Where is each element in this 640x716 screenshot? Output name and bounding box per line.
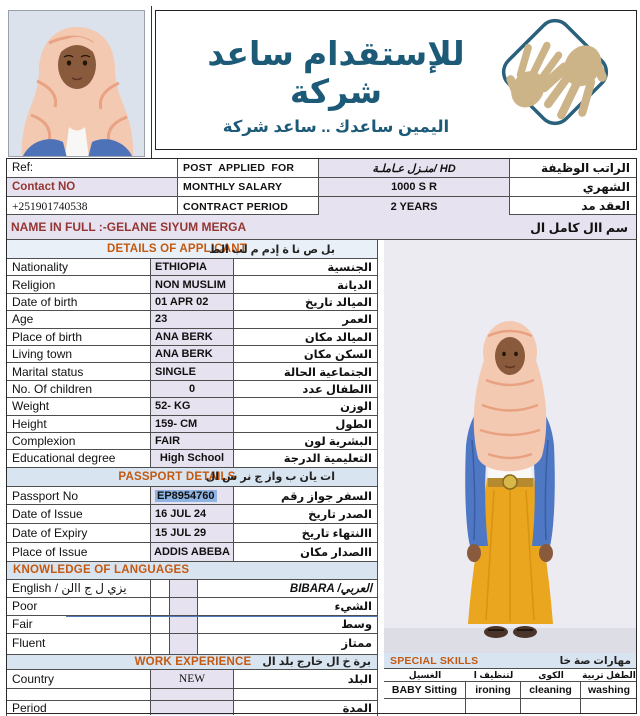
table-row [7,634,377,654]
detail-arabic: التعليمية الدرجة [283,453,372,466]
detail-label: Height [7,416,151,432]
language-arabic: ممتاز [341,637,372,650]
contract-period-arabic: العقد مد [581,198,630,213]
special-skills-title-arabic: مهارات صة خا [559,654,631,667]
detail-value: High School [151,450,234,466]
passport-value: 15 JUL 29 [151,524,234,542]
table-row [7,381,377,398]
details-section-header [7,240,377,259]
work-experience-section-header [7,654,377,670]
detail-arabic: الميالد مكان [304,331,372,344]
language-check-cell [170,598,198,615]
language-label: Fair [7,616,151,633]
passport-label: Passport No [7,487,151,505]
detail-arabic: الجنسية [327,262,372,275]
contact-no-label: Contact NO [7,178,178,196]
skill-cell [466,699,521,713]
skill-column: ironing [466,682,521,698]
skills-empty-row [384,699,637,714]
table-row [7,505,377,524]
table-row [7,433,377,450]
language-arabic: BIBARA /العربي [289,583,372,596]
company-title: للإستقدام ساعد شركة [207,35,465,110]
details-title-arabic: بل ص نا ة إدم م لب الط [209,243,335,256]
company-tagline: اليمين ساعدك .. ساعد شركة [222,117,450,136]
language-check-cell [151,634,170,654]
work-experience-title: WORK EXPERIENCE [134,655,252,668]
info-table [6,158,637,215]
work-experience-title-arabic: برة خ ال خارج بلد ال [262,656,371,669]
detail-value: 52- KG [151,398,234,414]
detail-arabic: الطول [335,418,372,431]
passport-section-header [7,468,377,487]
table-row [7,398,377,415]
skill-column: washing [587,684,630,696]
table-row [7,311,377,328]
post-applied-label: POST APPLIED FOR [178,159,319,177]
detail-arabic: الجتماعية الحالة [283,366,372,379]
skills-column-headers [384,682,637,699]
detail-arabic: الميالد تاريخ [304,296,372,309]
table-row [7,701,377,715]
detail-arabic: العمر [342,314,372,327]
passport-number-highlight: EP8954760 [157,489,215,502]
work-arabic: البلد [347,673,372,686]
passport-label: Date of Issue [7,505,151,523]
special-skills-title: SPECIAL SKILLS [390,654,479,667]
two-hands-diamond-logo-icon [480,14,630,146]
detail-value: 23 [151,311,234,327]
detail-label: Weight [7,398,151,414]
detail-label: Complexion [7,433,151,449]
languages-title: KNOWLEDGE OF LANGUAGES [13,564,190,577]
table-row [7,598,377,616]
language-check-cell [170,634,198,654]
detail-value: 0 [151,381,234,397]
skills-arabic-row [384,669,637,682]
passport-arabic: االصدار مكان [300,546,372,559]
applicant-headshot-photo [8,10,145,157]
table-row [7,524,377,543]
skill-cell [521,699,581,713]
applicant-details-table [6,240,378,716]
detail-value: ANA BERK [151,346,234,362]
detail-value: 159- CM [151,416,234,432]
passport-arabic: االنتهاء تاريخ [301,528,372,541]
passport-value [151,487,234,505]
language-label: English / يزي ل ج االن [7,580,151,597]
detail-arabic: الوزن [340,401,372,414]
fullbody-illustration [384,240,637,653]
skill-column: BABY Sitting [384,682,466,698]
contract-period-label: CONTRACT PERIOD [178,197,319,216]
table-row [7,329,377,346]
details-title: DETAILS OF APPLICANT [106,243,248,255]
detail-arabic: السكن مكان [303,349,372,362]
table-row [7,450,377,467]
work-value [151,701,234,715]
table-row [7,670,377,689]
detail-value: FAIR [151,433,234,449]
language-label: Poor [7,598,151,615]
stray-underline-mark [66,616,378,617]
table-row [7,487,377,506]
passport-title: PASSPORT DETAILS [118,470,236,483]
detail-label: Educational degree [7,450,151,466]
language-check-cell [151,616,170,633]
skill-column: cleaning [521,682,581,698]
detail-label: No. Of children [7,381,151,397]
table-row [7,616,377,634]
work-arabic [234,689,377,700]
detail-value: SINGLE [151,363,234,379]
table-row [7,259,377,276]
company-titles [176,35,496,137]
detail-label: Marital status [7,363,151,379]
applicant-fullbody-photo [384,240,637,653]
table-row [7,580,377,598]
work-label: Country [7,670,151,688]
passport-label: Date of Expiry [7,524,151,542]
special-skills-header [384,653,637,669]
detail-label: Nationality [7,259,151,275]
table-row [7,363,377,380]
table-row [7,346,377,363]
monthly-salary-label: MONTHLY SALARY [178,178,319,196]
table-row [7,416,377,433]
language-arabic: الشيء [334,601,372,614]
detail-label: Religion [7,276,151,292]
language-check-cell [151,580,170,597]
contract-period-value: 2 YEARS [319,197,510,216]
language-check-cell [170,580,198,597]
passport-arabic: الصدر تاريخ [308,509,372,522]
detail-value: ETHIOPIA [151,259,234,275]
passport-label: Place of Issue [7,543,151,561]
table-row [7,543,377,562]
table-row [7,294,377,311]
detail-label: Living town [7,346,151,362]
ref-label: Ref: [7,159,178,177]
skill-arabic: لتنظيف ا [473,669,514,680]
detail-arabic: البشرية لون [304,436,372,449]
passport-arabic: السفر جواز رقم [280,490,372,503]
table-row [7,159,636,178]
skill-cell [581,699,637,713]
contact-phone: +251901740538 [7,197,178,216]
language-label: Fluent [7,634,151,654]
passport-value: ADDIS ABEBA [151,543,234,561]
detail-value: 01 APR 02 [151,294,234,310]
name-row [6,215,637,240]
work-label: Period [7,701,151,715]
monthly-salary-value: 1000 S R [319,178,510,196]
languages-section-header [7,562,377,580]
passport-title-arabic: ات يان ب واز ج نر س ال [205,471,335,484]
language-check-cell [151,598,170,615]
work-arabic: المدة [342,702,372,715]
detail-value: ANA BERK [151,329,234,345]
skill-arabic: الكوى [538,669,564,680]
special-skills-table [384,653,637,714]
full-name-arabic: سم اال كامل ال [530,220,628,235]
full-name: NAME IN FULL :-GELANE SIYUM MERGA [11,220,247,234]
detail-arabic: االطفال عدد [302,383,372,396]
table-row [7,689,377,701]
work-value [151,689,234,700]
detail-label: Place of birth [7,329,151,345]
skill-arabic: الغسيل [408,669,442,680]
language-check-cell [170,616,198,633]
detail-label: Age [7,311,151,327]
monthly-salary-arabic: الشهري [582,179,630,194]
table-row [7,178,636,197]
table-row [7,197,636,216]
detail-value: NON MUSLIM [151,276,234,292]
work-label [7,689,151,700]
post-applied-value: منـزل عـاملـة/ HD [319,159,510,177]
headshot-illustration [9,11,145,157]
skill-arabic: الطفل تربية [582,669,636,680]
skill-cell [384,699,466,713]
company-header [155,10,637,150]
header-divider [151,6,152,158]
table-row [7,276,377,293]
language-arabic: وسط [341,619,372,632]
passport-value: 16 JUL 24 [151,505,234,523]
detail-label: Date of birth [7,294,151,310]
detail-arabic: الديانة [337,279,372,292]
post-applied-arabic: الراتب الوظيفة [541,160,630,175]
work-value: NEW [151,670,234,688]
